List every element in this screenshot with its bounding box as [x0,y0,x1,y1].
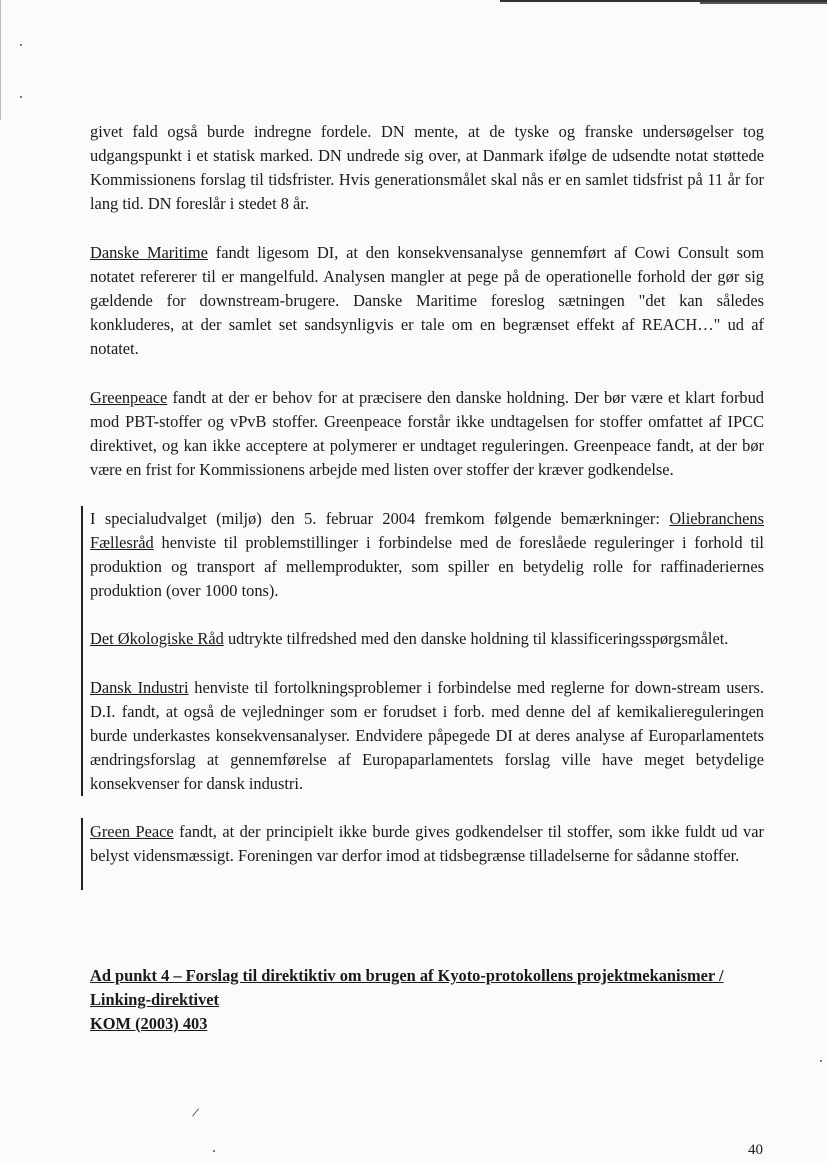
paragraph-text: fandt at der er behov for at præcisere den danske holdning. Der bør være et klart forbud mod PBT-stoffer og vPvB stoffer. Greenpeace forstår ikke undtagelsen for stoffer omfattet af IPCC direktivet, og kan ikke acceptere at polymerer er undtaget reguleringen. Greenpeace fandt, at der bør være en frist for Kommissionens arbejde med listen over stoffer der kræver godkendelse. [90,388,764,479]
document-reference: KOM (2003) 403 [90,1014,208,1033]
paragraph-specialudvalget [90,507,764,603]
paragraph-oekologiske-raad [90,627,764,651]
scan-speck [20,44,22,46]
paragraph-text: fandt, at der principielt ikke burde gives godkendelser til stoffer, som ikke fuldt ud var belyst vidensmæssigt. Foreningen var derfor imod at tidsbegrænse tilladelserne for sådanne stoffer. [90,822,764,865]
revision-bar [81,506,83,796]
top-edge-line [700,2,827,4]
pen-mark: / [190,1105,200,1122]
paragraph-text: I specialudvalget (miljø) den 5. februar 2004 fremkom følgende bemærkninger: [90,509,670,528]
paragraph-text: henviste til problemstillinger i forbindelse med de foreslåede reguleringer i forhold til produktion og transport af mellemprodukter, som spiller en betydelig rolle for raffinaderiernes produktion (over 1000 tons). [90,533,764,600]
section-heading: Ad punkt 4 – Forslag til direktiktiv om brugen af Kyoto-protokollens projektmekanismer / [90,966,724,985]
paragraph-dansk-industri [90,676,764,796]
paragraph-text: udtrykte tilfredshed med den danske holdning til klassificeringsspørgsmålet. [223,629,729,648]
paragraph-green-peace [90,820,764,868]
organization-name: Oliebranchens Fællesråd [90,509,764,552]
scan-margin-mark [0,0,1,120]
scan-speck [20,96,22,98]
scan-speck [213,1150,215,1152]
revision-bar [81,818,83,890]
organization-name: Green Peace [90,822,174,841]
paragraph-greenpeace [90,386,764,482]
paragraph-text: fandt ligesom DI, at den konsekvensanalyse gennemført af Cowi Consult som notatet refererer til er mangelfuld. Analysen mangler at pege på de operationelle forhold der gør sig gældende for downstream-brugere. Danske Maritime foreslog sætningen "det kan således konkluderes, at der samlet set sandsynligvis er tale om en begrænset effekt af REACH…" ud af notatet. [90,243,764,358]
paragraph-dn [90,120,764,216]
organization-name: Dansk Industri [90,678,189,697]
organization-name: Danske Maritime [90,243,208,262]
paragraph-danske-maritime [90,241,764,361]
scan-speck [820,1060,822,1062]
organization-name: Det Økologiske Råd [90,629,224,648]
paragraph-text: givet fald også burde indregne fordele. DN mente, at de tyske og franske undersøgelser tog udgangspunkt i et statisk marked. DN undrede sig over, at Danmark ifølge de udsendte notat støttede Kommissionens forslag til tidsfrister. Hvis generationsmålet skal nås er en samlet tidsfrist på 11 år for lang tid. DN foreslår i stedet 8 år. [90,122,764,213]
paragraph-text: henviste til fortolkningsproblemer i forbindelse med reglerne for down-stream users. D.I. fandt, at også de vejledninger som er forudset i forb. med denne del af kemikaliereguleringen burde underkastes konsekvensanalyser. Endvidere påpegede DI at deres analyse af Europarlamentets ændringsforslag at gennemførelse af Europaparlamentets forslag ville have meget betydelige konsekvenser for dansk industri. [90,678,765,793]
page-number: 40 [748,1142,763,1158]
section-heading: Linking-direktivet [90,990,220,1009]
organization-name: Greenpeace [90,388,168,407]
